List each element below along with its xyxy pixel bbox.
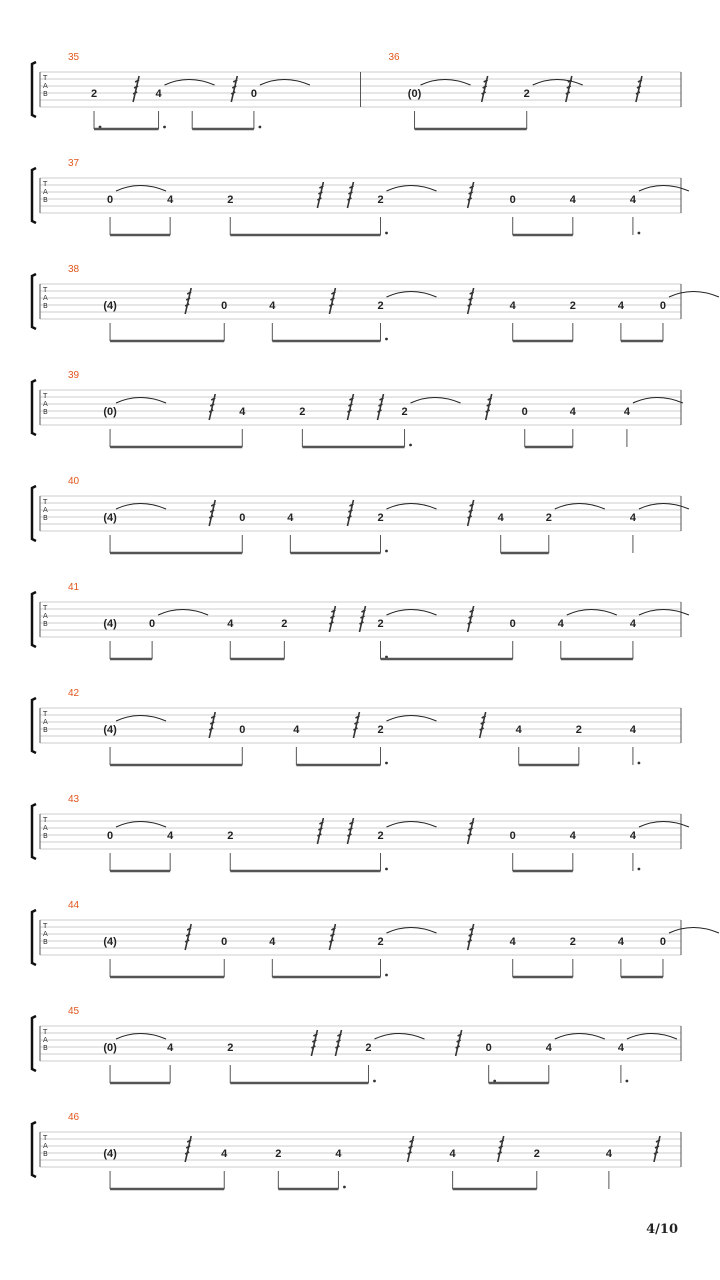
fret-number: 0 [509, 618, 516, 630]
tie-arc [116, 716, 166, 722]
tie-arc [669, 928, 719, 934]
tab-system [32, 370, 683, 447]
fret-number: 4 [167, 830, 174, 842]
fret-number: 4 [269, 936, 276, 948]
fret-number: 2 [401, 406, 408, 418]
fret-number: 4 [515, 724, 522, 736]
page-number: 4/10 [646, 1222, 678, 1237]
fret-number: 2 [90, 88, 98, 100]
tie-arc [387, 716, 437, 722]
fret-number: 2 [575, 724, 582, 736]
tie-arc [387, 504, 437, 510]
tie-arc [374, 1034, 424, 1040]
fret-number: 2 [569, 300, 576, 312]
tab-clef-letter: B [43, 938, 48, 946]
measure-number: 44 [68, 900, 80, 911]
rest-symbol [329, 924, 335, 950]
tie-arc [116, 398, 166, 404]
fret-number: 2 [377, 936, 384, 948]
tab-clef-letter: B [43, 302, 48, 310]
fret-number: 2 [275, 1148, 282, 1160]
rest-symbol [311, 1030, 317, 1056]
fret-number: 4 [617, 936, 624, 948]
rest-symbol [347, 394, 353, 420]
fret-number: 4 [269, 300, 276, 312]
tab-clef-letter: B [43, 90, 48, 98]
tab-system [32, 1112, 681, 1189]
rest-symbol [486, 394, 492, 420]
fret-number: 4 [155, 88, 162, 100]
measure-number: 39 [68, 370, 80, 381]
duration-dot [638, 868, 641, 871]
rest-symbol [347, 818, 353, 844]
fret-number: 4 [629, 194, 636, 206]
rest-symbol [335, 1030, 341, 1056]
system-bracket [32, 1016, 36, 1071]
duration-dot [385, 974, 388, 977]
rest-symbol [468, 500, 474, 526]
tie-arc [627, 1034, 677, 1040]
fret-number: 4 [509, 936, 516, 948]
fret-number: (4) [103, 512, 117, 524]
measure-number: 35 [68, 52, 80, 63]
fret-number: 4 [629, 724, 636, 736]
rest-symbol [468, 924, 474, 950]
duration-dot [409, 444, 412, 447]
fret-number: 2 [377, 300, 384, 312]
rest-symbol [636, 76, 642, 102]
rest-symbol [347, 500, 353, 526]
tie-arc [158, 610, 208, 616]
fret-number: 0 [250, 88, 257, 100]
fret-number: 2 [227, 830, 234, 842]
tie-arc [387, 186, 437, 192]
tab-clef-letter: A [43, 718, 48, 726]
rest-symbol [468, 182, 474, 208]
tab-clef-letter: A [43, 930, 48, 938]
tie-arc [555, 504, 605, 510]
tab-system [32, 1006, 681, 1083]
rest-symbol [329, 606, 335, 632]
rest-symbol [378, 394, 384, 420]
fret-number: 0 [221, 936, 228, 948]
duration-dot [373, 1080, 376, 1083]
tab-system [32, 688, 681, 765]
rest-symbol [329, 288, 335, 314]
fret-number: (4) [103, 300, 117, 312]
fret-number: 0 [106, 830, 114, 842]
system-bracket [32, 486, 36, 541]
rest-symbol [185, 288, 191, 314]
tie-arc [165, 80, 215, 86]
fret-number: (0) [103, 1042, 117, 1054]
system-bracket [32, 592, 36, 647]
fret-number: 0 [659, 300, 667, 312]
fret-number: 2 [299, 406, 306, 418]
rest-symbol [468, 818, 474, 844]
measure-number: 46 [68, 1112, 80, 1123]
tab-clef-letter: T [43, 1134, 48, 1142]
tie-arc [116, 1034, 166, 1040]
fret-number: 0 [239, 724, 246, 736]
fret-number: 4 [629, 512, 636, 524]
tie-arc [387, 610, 437, 616]
tie-arc [421, 80, 471, 86]
tab-clef-letter: T [43, 392, 48, 400]
tie-arc [387, 292, 437, 298]
fret-number: 2 [227, 194, 234, 206]
fret-number: 4 [569, 406, 576, 418]
tab-clef-letter: B [43, 514, 48, 522]
tab-system [32, 900, 719, 977]
tie-arc [669, 292, 719, 298]
fret-number: 4 [167, 194, 174, 206]
rest-symbol [133, 76, 139, 102]
fret-number: 4 [629, 618, 636, 630]
system-bracket [32, 274, 36, 329]
fret-number: (4) [103, 936, 117, 948]
rest-symbol [209, 500, 215, 526]
system-bracket [32, 1122, 36, 1177]
tab-system [32, 264, 719, 341]
fret-number: 4 [509, 300, 516, 312]
duration-dot [638, 762, 641, 765]
tab-clef-letter: B [43, 620, 48, 628]
fret-number: 0 [659, 936, 667, 948]
duration-dot [385, 868, 388, 871]
tab-clef-letter: T [43, 816, 48, 824]
tab-clef-letter: A [43, 824, 48, 832]
fret-number: 2 [377, 618, 384, 630]
fret-number: 2 [281, 618, 288, 630]
rest-symbol [482, 76, 488, 102]
rest-symbol [353, 712, 359, 738]
fret-number: 0 [509, 194, 516, 206]
tab-clef-letter: T [43, 286, 48, 294]
tie-arc [555, 1034, 605, 1040]
tie-arc [387, 928, 437, 934]
fret-number: 2 [227, 1042, 234, 1054]
fret-number: 0 [106, 194, 114, 206]
fret-number: 4 [557, 618, 564, 630]
measure-number: 41 [68, 582, 80, 593]
fret-number: 0 [221, 300, 228, 312]
system-bracket [32, 62, 36, 117]
tab-clef-letter: A [43, 612, 48, 620]
fret-number: (4) [103, 1148, 117, 1160]
system-bracket [32, 698, 36, 753]
rest-symbol [185, 1136, 191, 1162]
tab-clef-letter: T [43, 604, 48, 612]
rest-symbol [480, 712, 486, 738]
rest-symbol [317, 182, 323, 208]
tab-clef-letter: B [43, 726, 48, 734]
tab-clef-letter: T [43, 922, 48, 930]
fret-number: 0 [521, 406, 528, 418]
fret-number: 2 [545, 512, 552, 524]
fret-number: 4 [335, 1148, 342, 1160]
fret-number: (4) [103, 724, 117, 736]
tab-clef-letter: T [43, 498, 48, 506]
duration-dot [626, 1080, 629, 1083]
tab-clef-letter: A [43, 506, 48, 514]
rest-symbol [231, 76, 237, 102]
system-bracket [32, 380, 36, 435]
fret-number: 2 [377, 724, 384, 736]
tab-clef-letter: B [43, 1044, 48, 1052]
tab-system [32, 476, 689, 553]
tie-arc [260, 80, 310, 86]
tie-arc [567, 610, 617, 616]
rest-symbol [468, 606, 474, 632]
tie-arc [633, 398, 683, 404]
measure-number: 40 [68, 476, 80, 487]
tie-arc [116, 186, 166, 192]
rest-symbol [209, 394, 215, 420]
rest-symbol [498, 1136, 504, 1162]
tab-clef-letter: B [43, 196, 48, 204]
fret-number: 4 [605, 1148, 612, 1160]
tie-arc [411, 398, 461, 404]
tab-clef-letter: A [43, 1036, 48, 1044]
fret-number: 2 [569, 936, 576, 948]
fret-number: 4 [569, 194, 576, 206]
fret-number: 2 [523, 88, 530, 100]
fret-number: 4 [569, 830, 576, 842]
duration-dot [385, 550, 388, 553]
tab-system [32, 52, 681, 129]
rest-symbol [209, 712, 215, 738]
fret-number: (0) [407, 88, 422, 100]
tab-clef-letter: B [43, 832, 48, 840]
tab-clef-letter: A [43, 400, 48, 408]
fret-number: 4 [623, 406, 630, 418]
fret-number: 4 [167, 1042, 174, 1054]
measure-number: 37 [68, 158, 80, 169]
duration-dot [385, 232, 388, 235]
fret-number: 4 [629, 830, 636, 842]
tab-clef-letter: B [43, 1150, 48, 1158]
measure-number: 45 [68, 1006, 80, 1017]
tab-clef-letter: A [43, 82, 48, 90]
tab-clef-letter: T [43, 180, 48, 188]
tie-arc [116, 822, 166, 828]
fret-number: (4) [103, 618, 117, 630]
duration-dot [385, 338, 388, 341]
measure-number: 43 [68, 794, 80, 805]
fret-number: 0 [149, 618, 156, 630]
tab-clef-letter: T [43, 1028, 48, 1036]
rest-symbol [317, 818, 323, 844]
fret-number: 4 [617, 300, 624, 312]
system-bracket [32, 168, 36, 223]
fret-number: 4 [449, 1148, 456, 1160]
fret-number: (0) [103, 406, 117, 418]
fret-number: 2 [365, 1042, 372, 1054]
rest-symbol [468, 288, 474, 314]
tab-system [32, 582, 689, 659]
tie-arc [116, 504, 166, 510]
duration-dot [343, 1186, 346, 1189]
rest-symbol [185, 924, 191, 950]
measure-number: 38 [68, 264, 80, 275]
fret-number: 0 [239, 512, 246, 524]
rest-symbol [347, 182, 353, 208]
tab-clef-letter: A [43, 1142, 48, 1150]
measure-number: 42 [68, 688, 80, 699]
rest-symbol [456, 1030, 462, 1056]
fret-number: 4 [227, 618, 234, 630]
fret-number: 2 [533, 1148, 540, 1160]
fret-number: 0 [509, 830, 516, 842]
fret-number: 2 [377, 194, 384, 206]
fret-number: 4 [293, 724, 300, 736]
duration-dot [163, 126, 166, 129]
duration-dot [259, 126, 262, 129]
fret-number: 4 [239, 406, 246, 418]
fret-number: 2 [377, 830, 384, 842]
fret-number: 4 [221, 1148, 228, 1160]
rest-symbol [654, 1136, 660, 1162]
tab-system [32, 158, 689, 235]
duration-dot [385, 762, 388, 765]
rest-symbol [359, 606, 365, 632]
duration-dot [638, 232, 641, 235]
tab-clef-letter: T [43, 710, 48, 718]
system-bracket [32, 910, 36, 965]
tab-clef-letter: B [43, 408, 48, 416]
fret-number: 4 [287, 512, 294, 524]
rest-symbol [408, 1136, 414, 1162]
fret-number: 0 [485, 1042, 492, 1054]
tie-arc [533, 80, 583, 86]
fret-number: 4 [617, 1042, 624, 1054]
tab-clef-letter: A [43, 294, 48, 302]
fret-number: 4 [497, 512, 504, 524]
tie-arc [387, 822, 437, 828]
system-bracket [32, 804, 36, 859]
tab-clef-letter: A [43, 188, 48, 196]
fret-number: 2 [377, 512, 384, 524]
fret-number: 4 [545, 1042, 552, 1054]
tab-system [32, 794, 689, 871]
tab-clef-letter: T [43, 74, 48, 82]
measure-number: 36 [388, 52, 400, 63]
